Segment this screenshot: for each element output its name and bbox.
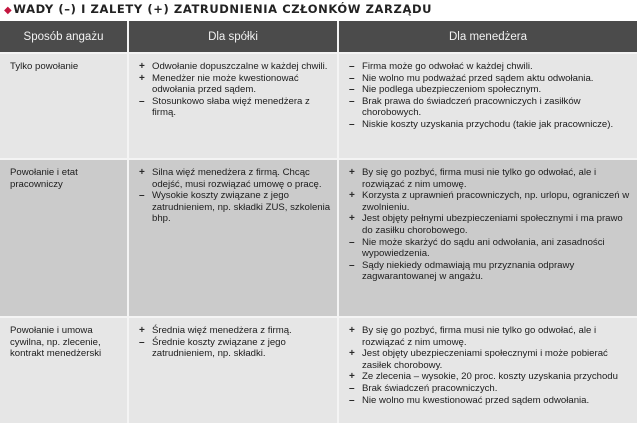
item-text: Ze zlecenia – wysokie, 20 proc. koszty uzyskania przychodu: [362, 371, 618, 383]
item-text: Brak prawa do świadczeń pracowniczych i zasiłków chorobowych.: [362, 95, 581, 119]
plus-icon: +: [139, 61, 145, 72]
item-text: Średnia więź menedżera z firmą.: [152, 325, 292, 336]
list-item: [139, 337, 331, 360]
manager-list: [349, 167, 631, 283]
list-item: [349, 395, 631, 407]
header-row: [0, 21, 637, 53]
company-cell: [128, 159, 338, 317]
manager-list: [349, 325, 631, 406]
minus-icon: –: [139, 95, 145, 107]
minus-icon: –: [349, 61, 355, 72]
item-text: Firma może go odwołać w każdej chwili.: [362, 61, 533, 72]
manager-list: [349, 61, 631, 131]
list-item: [349, 213, 631, 236]
minus-icon: –: [139, 190, 145, 202]
page-title: [4, 1, 432, 17]
item-text: Menedżer nie może kwestionować odwołania przed sądem.: [152, 72, 299, 96]
plus-icon: +: [349, 371, 355, 383]
minus-icon: –: [349, 236, 355, 248]
plus-icon: +: [349, 213, 355, 225]
plus-icon: +: [349, 167, 355, 178]
item-text: Nie może skarżyć do sądu ani odwołania, ani zasadności wypowiedzenia.: [362, 236, 605, 260]
item-text: Odwołanie dopuszczalne w każdej chwili.: [152, 61, 328, 72]
item-text: Korzysta z uprawnień pracowniczych, np. urlopu, ograniczeń w zwolnieniu.: [362, 190, 630, 213]
item-text: Silna więź menedżera z firmą. Chcąc odejść, musi rozwiązać umowę o pracę.: [152, 167, 322, 190]
list-item: [349, 260, 631, 283]
plus-icon: +: [349, 190, 355, 202]
list-item: [139, 73, 331, 96]
company-cell: [128, 53, 338, 159]
company-list: [139, 167, 331, 225]
manager-cell: [338, 159, 637, 317]
list-item: [139, 167, 331, 190]
item-text: By się go pozbyć, firma musi nie tylko go odwołać, ale i rozwiązać z nim umowę.: [362, 167, 597, 190]
list-item: [349, 190, 631, 213]
plus-icon: +: [349, 325, 355, 336]
item-text: Jest objęty ubezpieczeniami społecznymi i może pobierać zasiłek chorobowy.: [362, 348, 608, 371]
plus-icon: +: [139, 325, 145, 336]
comparison-table: [0, 21, 637, 423]
list-item: [349, 325, 631, 348]
plus-icon: +: [349, 348, 355, 360]
list-item: [349, 348, 631, 371]
list-item: [349, 119, 631, 131]
table-row: [0, 53, 637, 159]
title-text: WADY (–) I ZALETY (+) ZATRUDNIENIA CZŁONKÓW ZARZĄDU: [13, 2, 433, 16]
header-engagement-type: Sposób angażu: [0, 21, 128, 53]
bullet-icon: ◆: [4, 5, 13, 16]
list-item: [349, 61, 631, 73]
company-cell: [128, 317, 338, 423]
company-list: [139, 325, 331, 360]
list-item: [349, 371, 631, 383]
item-text: Sądy niekiedy odmawiają mu przyznania odprawy zagwarantowanej w angażu.: [362, 259, 575, 283]
plus-icon: +: [139, 72, 145, 84]
minus-icon: –: [349, 118, 355, 130]
item-text: Średnie koszty związane z jego zatrudnieniem, np. składki.: [152, 336, 286, 360]
list-item: [139, 96, 331, 119]
minus-icon: –: [139, 336, 145, 348]
list-item: [349, 96, 631, 119]
minus-icon: –: [349, 95, 355, 107]
table-row: [0, 159, 637, 317]
table-row: [0, 317, 637, 423]
minus-icon: –: [349, 72, 355, 84]
minus-icon: –: [349, 382, 355, 394]
list-item: [139, 190, 331, 225]
item-text: Wysokie koszty związane z jego zatrudnieniem, np. składki ZUS, szkolenia bhp.: [152, 190, 331, 225]
list-item: [349, 167, 631, 190]
item-text: Brak świadczeń pracowniczych.: [362, 382, 498, 394]
item-text: Nie wolno mu podważać przed sądem aktu odwołania.: [362, 72, 594, 84]
header-for-manager: Dla menedżera: [338, 21, 637, 53]
item-text: Jest objęty pełnymi ubezpieczeniami społecznymi i ma prawo do zasiłku chorobowego.: [362, 213, 623, 236]
company-list: [139, 61, 331, 119]
manager-cell: [338, 53, 637, 159]
item-text: Stosunkowo słaba więź menedżera z firmą.: [152, 95, 310, 119]
minus-icon: –: [349, 394, 355, 406]
minus-icon: –: [349, 259, 355, 271]
list-item: [349, 237, 631, 260]
engagement-type-cell: Tylko powołanie: [0, 53, 128, 159]
engagement-type-cell: Powołanie i etat pracowniczy: [0, 159, 128, 317]
list-item: [139, 61, 331, 73]
engagement-type-cell: Powołanie i umowa cywilna, np. zlecenie, kontrakt menedżerski: [0, 317, 128, 423]
list-item: [139, 325, 331, 337]
minus-icon: –: [349, 84, 355, 96]
list-item: [349, 73, 631, 85]
item-text: Niskie koszty uzyskania przychodu (takie jak pracownicze).: [362, 118, 614, 130]
item-text: By się go pozbyć, firma musi nie tylko go odwołać, ale i rozwiązać z nim umowę.: [362, 325, 597, 348]
list-item: [349, 84, 631, 96]
list-item: [349, 383, 631, 395]
header-for-company: Dla spółki: [128, 21, 338, 53]
manager-cell: [338, 317, 637, 423]
item-text: Nie wolno mu kwestionować przed sądem odwołania.: [362, 394, 590, 406]
item-text: Nie podlega ubezpieczeniom społecznym.: [362, 84, 542, 96]
plus-icon: +: [139, 167, 145, 178]
